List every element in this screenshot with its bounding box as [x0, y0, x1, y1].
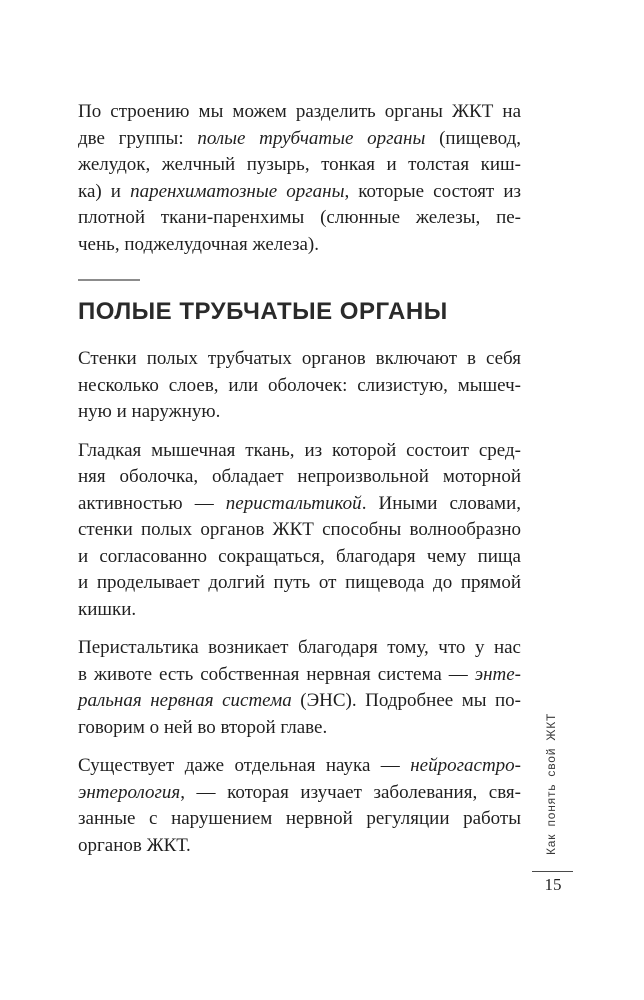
- text-line: [78, 688, 521, 715]
- text-line: [78, 399, 521, 426]
- text-line: [78, 346, 521, 373]
- text-line: [78, 152, 521, 179]
- text-line: [78, 491, 521, 518]
- text-line: [78, 126, 521, 153]
- italic-term: ральная нервная система: [78, 690, 292, 711]
- text-run: ка) и: [78, 180, 131, 202]
- italic-term: нейрогастро-: [410, 755, 521, 776]
- section-heading: ПОЛЫЕ ТРУБЧАТЫЕ ОРГАНЫ: [78, 298, 448, 325]
- text-run: Существует даже отдельная наука —: [78, 755, 411, 776]
- section-divider: [78, 279, 140, 281]
- text-run: и согласованно сокращаться, благодаря чему пища: [78, 545, 521, 567]
- text-run: Стенки полых трубчатых органов включают в себя: [78, 348, 521, 369]
- text-run: , которые состоят из: [344, 180, 522, 202]
- italic-term: полые трубчатые органы: [197, 127, 426, 149]
- text-run: , — которая изучает заболевания, свя-: [180, 781, 521, 803]
- text-line: [78, 570, 521, 597]
- italic-term: паренхиматозные органы: [130, 180, 345, 202]
- text-run: несколько слоев, или оболочек: слизистую, мышеч-: [78, 374, 521, 396]
- text-run: кишки.: [78, 598, 137, 620]
- text-run: желудок, желчный пузырь, тонкая и толстая киш-: [78, 154, 521, 175]
- text-run: плотной ткани-паренхимы (слюнные железы, пе-: [78, 207, 521, 228]
- text-line: [78, 373, 521, 400]
- italic-term: энте-: [474, 663, 521, 685]
- paragraph: [78, 438, 521, 624]
- text-line: [78, 635, 521, 662]
- text-line: [78, 780, 521, 807]
- paragraph: [78, 99, 521, 258]
- text-run: ную и наружную.: [78, 401, 221, 422]
- text-run: и проделывает долгий путь от пищевода до прямой: [78, 572, 521, 593]
- text-run: занные с нарушением нервной регуляции работы: [78, 808, 521, 829]
- text-run: стенки полых органов ЖКТ способны волнообразно: [78, 519, 521, 540]
- text-run: . Иными словами,: [361, 492, 521, 514]
- text-run: (пищевод,: [425, 127, 522, 149]
- text-line: [78, 597, 521, 624]
- text-line: [78, 438, 521, 465]
- text-line: [78, 715, 521, 742]
- text-line: [78, 232, 521, 259]
- text-run: Гладкая мышечная ткань, из которой состоит сред-: [78, 439, 521, 461]
- text-run: говорим о ней во второй главе.: [78, 716, 328, 738]
- text-line: [78, 662, 521, 689]
- section-paragraphs: [78, 346, 521, 859]
- text-run: чень, поджелудочная железа).: [78, 233, 319, 255]
- text-line: [78, 464, 521, 491]
- text-run: (ЭНС). Подробнее мы по-: [291, 690, 521, 711]
- text-run: няя оболочка, обладает непроизвольной моторной: [78, 466, 521, 487]
- intro-paragraphs: [78, 99, 521, 258]
- italic-term: энтерология: [78, 781, 181, 803]
- text-run: в животе есть собственная нервная система —: [78, 663, 475, 685]
- page-number: 15: [544, 875, 562, 894]
- running-title-vertical: Как понять свой ЖКТ: [544, 712, 558, 855]
- text-line: [78, 205, 521, 232]
- text-line: [78, 753, 521, 780]
- text-column: [78, 99, 521, 871]
- paragraph: [78, 753, 521, 859]
- text-line: [78, 517, 521, 544]
- italic-term: перистальтикой: [225, 492, 362, 514]
- text-line: [78, 806, 521, 833]
- paragraph: [78, 346, 521, 426]
- text-run: органов ЖКТ.: [78, 834, 191, 856]
- page-number-rule: [532, 871, 573, 872]
- text-line: [78, 179, 521, 206]
- text-run: По строению мы можем разделить органы ЖКТ на: [78, 101, 521, 122]
- text-run: активностью —: [78, 492, 226, 514]
- text-run: две группы:: [78, 127, 198, 149]
- text-line: [78, 99, 521, 126]
- text-run: Перистальтика возникает благодаря тому, что у нас: [78, 637, 521, 658]
- paragraph: [78, 635, 521, 741]
- text-line: [78, 833, 521, 860]
- text-line: [78, 544, 521, 571]
